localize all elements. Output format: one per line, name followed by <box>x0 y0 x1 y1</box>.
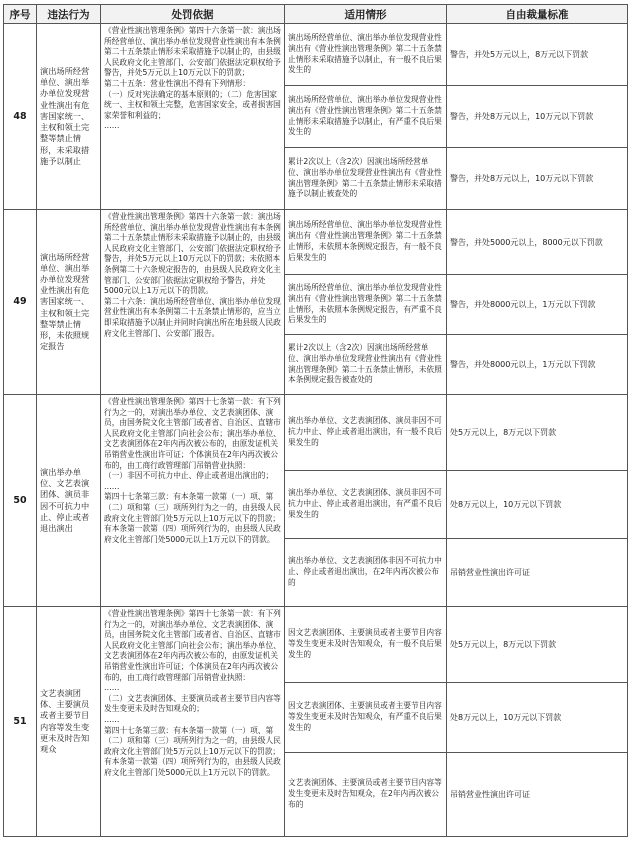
standard-cell: 警告，并处8000元以上，1万元以下罚款 <box>447 275 628 335</box>
violation-cell: 文艺表演团体、主要演员或者主要节目内容等发生变更未及时告知观众 <box>37 607 101 837</box>
standard-cell: 吊销营业性演出许可证 <box>447 539 628 607</box>
penalty-basis-cell <box>101 607 285 837</box>
situation-cell: 演出举办单位、文艺表演团体非因不可抗力中止、停止或者退出演出，在2年内再次被公布的 <box>285 539 447 607</box>
row-number: 49 <box>4 210 37 395</box>
situation-cell: 演出场所经营单位、演出举办单位发现营业性演出有《营业性演出管理条例》第二十五条禁止情形，未依照本条例规定报告，有一般不良后果发生的 <box>285 210 447 275</box>
standard-cell: 警告，并处5万元以上，8万元以下罚款 <box>447 24 628 86</box>
situation-cell: 因文艺表演团体、主要演员或者主要节目内容等发生变更未及时告知观众，有一般不良后果发生的 <box>285 607 447 683</box>
penalty-basis-text: 《营业性演出管理条例》第四十七条第一款：有下列行为之一的，对演出举办单位、文艺表演团体、演员，由国务院文化主管部门或者省、自治区、直辖市人民政府文化主管部门向社会公布；演出举办单位、文艺表演团体在2年内再次被公布的，由原发证机关吊销营业性演出许可证；个体演员在2年内再次被公布的，由工商行政管理部门吊销营业执照： （一）非因不可抗力中止、停止或者退出演出的； …… 第四十七条第三款：有本条第一款第（一）项、第（二）项和第（三）项所列行为之一的，由县级人民政府文化主管部门处5万元以上10万元以下的罚款；有本条第一款第（四）项所列行为的，由县级人民政府文化主管部门处5000元以上1万元以下的罚款。 <box>104 397 281 544</box>
situation-cell: 文艺表演团体、主要演员或者主要节目内容等发生变更未及时告知观众，在2年内再次被公布的 <box>285 753 447 837</box>
header-violation: 违法行为 <box>37 5 101 24</box>
table-row <box>4 395 628 471</box>
violation-cell: 演出场所经营单位、演出举办单位发现营业性演出有危害国家统一、主权和领土完整等禁止情形，未依照规定报告 <box>37 210 101 395</box>
situation-cell: 累计2次以上（含2次）因演出场所经营单位、演出举办单位发现营业性演出有《营业性演出管理条例》第二十五条禁止情形，未依照本条例规定报告被查处的 <box>285 335 447 395</box>
standard-cell: 处8万元以上，10万元以下罚款 <box>447 471 628 539</box>
penalty-basis-cell <box>101 210 285 395</box>
header-no: 序号 <box>4 5 37 24</box>
penalty-standards-table <box>3 4 628 837</box>
table-header-row <box>4 5 628 24</box>
standard-cell: 处8万元以上，10万元以下罚款 <box>447 683 628 753</box>
standard-cell: 吊销营业性演出许可证 <box>447 753 628 837</box>
standard-cell: 处5万元以上，8万元以下罚款 <box>447 395 628 471</box>
table-row <box>4 607 628 683</box>
header-discretion-standard: 自由裁量标准 <box>447 5 628 24</box>
row-number: 48 <box>4 24 37 210</box>
standard-cell: 警告，并处8000元以上，1万元以下罚款 <box>447 335 628 395</box>
situation-cell: 演出场所经营单位、演出举办单位发现营业性演出有《营业性演出管理条例》第二十五条禁止情形，未依照本条例规定报告，有严重不良后果发生的 <box>285 275 447 335</box>
penalty-basis-text: 《营业性演出管理条例》第四十六条第一款：演出场所经营单位、演出举办单位发现营业性演出有本条例第二十五条禁止情形未采取措施予以制止的，由县级人民政府文化主管部门、公安部门依据法定职权给予警告，并处5万元以上10万元以下的罚款； 第二十五条：营业性演出不得有下列情形： （一）反对宪法确定的基本原则的；（二）危害国家统一、主权和领土完整，危害国家安全，或者损害国家荣誉和利益的； …… <box>104 26 281 131</box>
standard-cell: 处5万元以上，8万元以下罚款 <box>447 607 628 683</box>
situation-cell: 演出举办单位、文艺表演团体、演员非因不可抗力中止、停止或者退出演出，有一般不良后果发生的 <box>285 395 447 471</box>
header-applicable-situation: 适用情形 <box>285 5 447 24</box>
standard-cell: 警告，并处5000元以上，8000元以下罚款 <box>447 210 628 275</box>
situation-cell: 演出举办单位、文艺表演团体、演员非因不可抗力中止、停止或者退出演出，有严重不良后果发生的 <box>285 471 447 539</box>
situation-cell: 因文艺表演团体、主要演员或者主要节目内容等发生变更未及时告知观众，有严重不良后果发生的 <box>285 683 447 753</box>
table-row <box>4 24 628 86</box>
penalty-basis-cell <box>101 24 285 210</box>
penalty-basis-text: 《营业性演出管理条例》第四十六条第一款：演出场所经营单位、演出举办单位发现营业性演出有本条例第二十五条禁止情形未采取措施予以制止的，由县级人民政府文化主管部门、公安部门依据法定职权给予警告，并处5万元以上10万元以下的罚款；未依照本条例第二十六条规定报告的，由县级人民政府文化主管部门、公安部门依据法定职权给予警告，并处5000元以上1万元以下的罚款。 第二十六条：演出场所经营单位、演出举办单位发现营业性演出有本条例第二十五条禁止情形的，应当立即采取措施予以制止并同时向演出所在地县级人民政府文化主管部门、公安部门报告。 <box>104 212 281 338</box>
standard-cell: 警告，并处8万元以上，10万元以下罚款 <box>447 148 628 210</box>
table-row <box>4 210 628 275</box>
standard-cell: 警告，并处8万元以上，10万元以下罚款 <box>447 86 628 148</box>
penalty-basis-cell <box>101 395 285 607</box>
situation-cell: 累计2次以上（含2次）因演出场所经营单位、演出举办单位发现营业性演出有《营业性演出管理条例》第二十五条禁止情形未采取措施予以制止被查处的 <box>285 148 447 210</box>
penalty-basis-text: 《营业性演出管理条例》第四十七条第一款：有下列行为之一的，对演出举办单位、文艺表演团体、演员，由国务院文化主管部门或者省、自治区、直辖市人民政府文化主管部门向社会公布；演出举办单位、文艺表演团体在2年内再次被公布的，由原发证机关吊销营业性演出许可证；个体演员在2年内再次被公布的，由工商行政管理部门吊销营业执照： …… （二）文艺表演团体、主要演员或者主要节目内容等发生变更未及时告知观众的； …… 第四十七条第三款：有本条第一款第（一）项、第（二）项和第（三）项所列行为之一的，由县级人民政府文化主管部门处5万元以上10万元以下的罚款；有本条第一款第（四）项所列行为的，由县级人民政府文化主管部门处5000元以上1万元以下的罚款。 <box>104 609 281 777</box>
row-number: 50 <box>4 395 37 607</box>
situation-cell: 演出场所经营单位、演出举办单位发现营业性演出有《营业性演出管理条例》第二十五条禁止情形未采取措施予以制止，有严重不良后果发生的 <box>285 86 447 148</box>
situation-cell: 演出场所经营单位、演出举办单位发现营业性演出有《营业性演出管理条例》第二十五条禁止情形未采取措施予以制止，有一般不良后果发生的 <box>285 24 447 86</box>
header-penalty-basis: 处罚依据 <box>101 5 285 24</box>
violation-cell: 演出场所经营单位、演出举办单位发现营业性演出有危害国家统一、主权和领土完整等禁止情形，未采取措施予以制止 <box>37 24 101 210</box>
violation-cell: 演出举办单位、文艺表演团体、演员非因不可抗力中止、停止或者退出演出 <box>37 395 101 607</box>
row-number: 51 <box>4 607 37 837</box>
